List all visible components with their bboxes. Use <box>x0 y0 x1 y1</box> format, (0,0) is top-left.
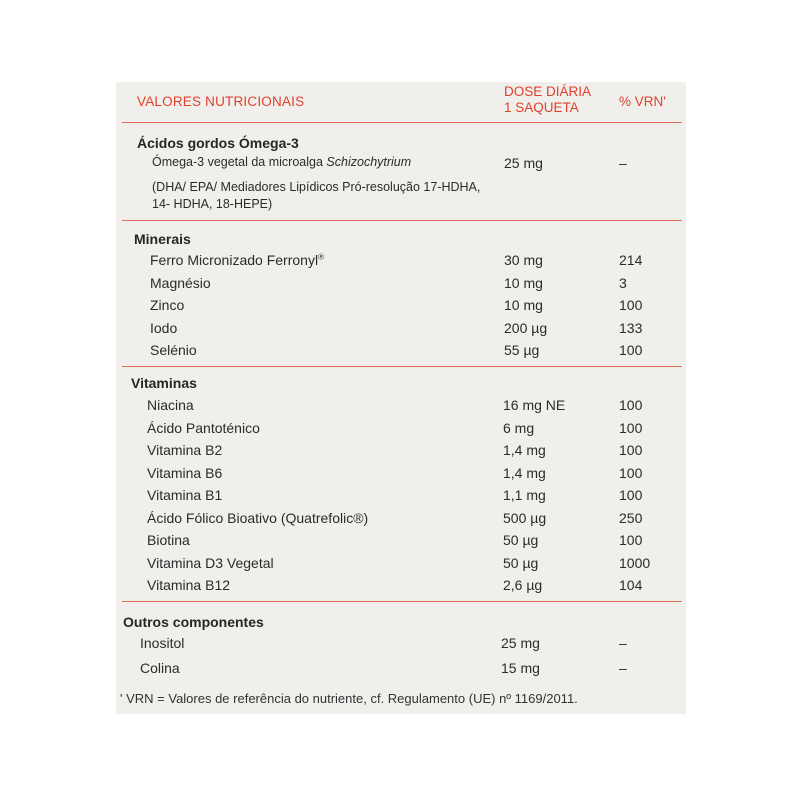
row-name: Ácido Pantoténico <box>147 419 260 436</box>
row-name: Iodo <box>150 319 178 336</box>
row-dose: 50 µg <box>503 532 539 548</box>
header-dose <box>504 84 591 116</box>
row-name: Ácido Fólico Bioativo (Quatrefolic®) <box>147 509 369 526</box>
row-dose: 50 µg <box>503 554 539 571</box>
row-dose: 25 mg <box>504 155 543 171</box>
section-title-vitaminas: Vitaminas <box>131 375 197 391</box>
table-row <box>116 510 686 530</box>
table-row <box>116 320 686 340</box>
row-vrn: – <box>619 660 627 676</box>
row-name: Vitamina B1 <box>147 487 223 503</box>
row-dose: 10 mg <box>504 274 543 291</box>
row-name: Ferro Micronizado Ferronyl® <box>150 252 324 268</box>
row-vrn: 250 <box>619 509 643 526</box>
table-row <box>116 555 686 575</box>
table-row <box>116 155 686 175</box>
row-vrn: 100 <box>619 532 643 548</box>
row-dose: 6 mg <box>503 419 535 436</box>
row-vrn: 100 <box>619 442 643 458</box>
row-dose: 55 µg <box>504 342 540 358</box>
row-dose: 200 µg <box>504 319 548 336</box>
divider <box>122 366 682 367</box>
table-row <box>116 487 686 507</box>
row-name: Colina <box>140 660 180 676</box>
row-dose: 500 µg <box>503 509 547 526</box>
row-vrn: – <box>619 155 627 171</box>
table-row <box>116 420 686 440</box>
header-dose-line1: DOSE DIÁRIA <box>504 84 592 99</box>
table-row <box>116 397 686 417</box>
header-label: VALORES NUTRICIONAIS <box>137 94 305 109</box>
divider <box>122 220 682 221</box>
row-dose: 1,4 mg <box>503 442 546 458</box>
row-vrn: 100 <box>619 487 643 503</box>
row-dose: 2,6 µg <box>503 577 543 593</box>
nutrition-table <box>116 82 686 714</box>
row-name: Vitamina B6 <box>147 464 223 481</box>
table-row <box>116 297 686 317</box>
row-vrn: 100 <box>619 297 643 313</box>
row-dose: 1,4 mg <box>503 464 546 481</box>
table-row <box>116 252 686 272</box>
row-dose: 25 mg <box>501 635 540 651</box>
row-name: Niacina <box>147 397 194 413</box>
row-name: Magnésio <box>150 274 211 291</box>
row-dose: 15 mg <box>501 660 540 676</box>
row-name: Vitamina D3 Vegetal <box>147 554 274 571</box>
row-name: Vitamina B12 <box>147 577 231 593</box>
row-vrn: 133 <box>619 319 643 336</box>
table-row <box>116 532 686 552</box>
row-dose: 1,1 mg <box>503 487 546 503</box>
row-dose: 16 mg NE <box>503 397 566 413</box>
row-name: Inositol <box>140 635 185 651</box>
row-name: Biotina <box>147 532 190 548</box>
header-vrn: % VRN' <box>619 94 666 109</box>
table-row <box>116 342 686 362</box>
table-row <box>116 442 686 462</box>
table-row <box>116 275 686 295</box>
row-name: Vitamina B2 <box>147 442 223 458</box>
row-name: Zinco <box>150 297 185 313</box>
table-row <box>116 577 686 597</box>
row-vrn: 1000 <box>619 554 651 571</box>
row-vrn: 100 <box>619 342 643 358</box>
row-vrn: – <box>619 635 627 651</box>
divider <box>122 122 682 123</box>
row-vrn: 100 <box>619 419 643 436</box>
header-dose-line2: 1 SAQUETA <box>504 100 579 115</box>
row-dose: 10 mg <box>504 297 543 313</box>
table-row <box>116 635 686 655</box>
omega-description: (DHA/ EPA/ Mediadores Lipídicos Pró-resolução 17-HDHA, 14- HDHA, 18-HEPE) <box>152 180 481 211</box>
table-row <box>116 660 686 680</box>
divider <box>122 601 682 602</box>
row-vrn: 100 <box>619 397 643 413</box>
row-name: Ómega-3 vegetal da microalga Schizochytrium <box>152 155 412 169</box>
section-title-outros: Outros componentes <box>123 614 264 630</box>
row-vrn: 100 <box>619 464 643 481</box>
table-row <box>116 465 686 485</box>
section-title-minerais: Minerais <box>134 231 191 247</box>
section-title-omega: Ácidos gordos Ómega-3 <box>137 135 299 151</box>
row-vrn: 214 <box>619 252 643 268</box>
row-vrn: 104 <box>619 577 643 593</box>
footnote: ' VRN = Valores de referência do nutriente, cf. Regulamento (UE) nº 1169/2011. <box>120 691 578 706</box>
row-dose: 30 mg <box>504 252 543 268</box>
row-name: Selénio <box>150 342 197 358</box>
row-vrn: 3 <box>619 274 627 291</box>
